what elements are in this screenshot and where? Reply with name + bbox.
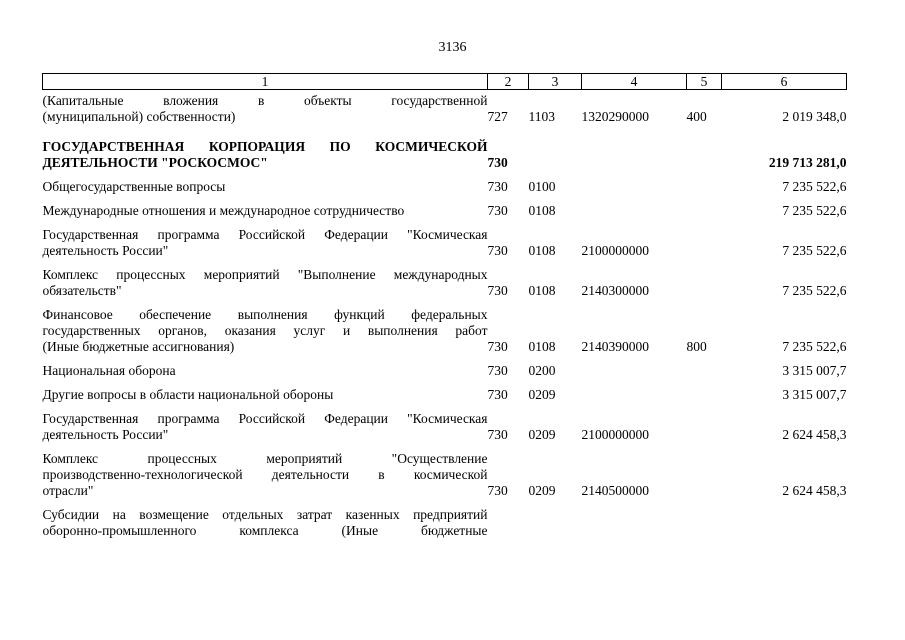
row-gr: 730 [487, 179, 508, 194]
row-name [43, 355, 488, 379]
row-name [43, 299, 488, 355]
row-name-line: Общегосударственные вопросы [42, 179, 226, 194]
row-name-line: Другие вопросы в области национальной обороны [42, 387, 334, 402]
row-name-line: Финансовое обеспечение выполнения функций федеральных [42, 307, 488, 322]
header-row [43, 74, 847, 90]
row-vr: 400 [686, 109, 707, 124]
row-rz: 0108 [528, 243, 556, 258]
row-name-line: Субсидии на возмещение отдельных затрат казенных предприятий [42, 507, 488, 522]
header-col-6: 6 [722, 74, 847, 90]
row-name [43, 443, 488, 499]
table-row [43, 499, 847, 539]
header-col-3: 3 [529, 74, 582, 90]
row-name-line: (муниципальной) собственности) [42, 109, 236, 124]
row-rz: 0108 [528, 203, 556, 218]
row-vr: 800 [686, 339, 707, 354]
row-rz: 0209 [528, 483, 556, 498]
row-name [43, 90, 488, 126]
row-gr: 730 [487, 483, 508, 498]
row-rz [529, 499, 582, 539]
row-vr [687, 219, 722, 259]
row-vr [687, 355, 722, 379]
row-vr [687, 499, 722, 539]
row-name-line: Государственная программа Российской Федерации "Космическая [42, 411, 488, 426]
row-gr [488, 499, 529, 539]
row-sum: 3 315 007,7 [782, 387, 847, 402]
table-row [43, 355, 847, 379]
row-cs [582, 355, 687, 379]
table-row [43, 219, 847, 259]
row-gr: 727 [487, 109, 508, 124]
row-name-line: Комплекс процессных мероприятий "Выполнение международных [42, 267, 488, 282]
header-col-1: 1 [43, 74, 488, 90]
table-row [43, 195, 847, 219]
row-name [43, 379, 488, 403]
row-name-line: отрасли" [42, 483, 94, 498]
row-gr: 730 [487, 283, 508, 298]
row-vr [687, 125, 722, 171]
table-row [43, 125, 847, 171]
row-sum: 7 235 522,6 [782, 283, 847, 298]
row-name-line: ДЕЯТЕЛЬНОСТИ "РОСКОСМОС" [42, 155, 268, 170]
row-vr [687, 259, 722, 299]
row-sum: 2 019 348,0 [782, 109, 847, 124]
row-sum [722, 499, 847, 539]
row-sum: 7 235 522,6 [782, 339, 847, 354]
row-rz: 0209 [528, 427, 556, 442]
row-cs: 2100000000 [581, 243, 649, 258]
row-name-line: обязательств" [42, 283, 122, 298]
row-name-line: государственных органов, оказания услуг и выполнения работ [42, 323, 488, 338]
row-name [43, 403, 488, 443]
row-rz: 0100 [528, 179, 556, 194]
row-cs: 2100000000 [581, 427, 649, 442]
row-gr: 730 [487, 243, 508, 258]
row-name-line: (Иные бюджетные ассигнования) [42, 339, 235, 354]
row-name-line: Комплекс процессных мероприятий "Осуществление [42, 451, 488, 466]
row-cs [582, 195, 687, 219]
row-sum: 2 624 458,3 [782, 483, 847, 498]
row-gr: 730 [487, 203, 508, 218]
row-name [43, 219, 488, 259]
row-rz [529, 125, 582, 171]
row-name-line: (Капитальные вложения в объекты государственной [42, 93, 488, 108]
row-cs [582, 379, 687, 403]
row-sum: 7 235 522,6 [782, 243, 847, 258]
header-col-2: 2 [488, 74, 529, 90]
row-vr [687, 443, 722, 499]
row-rz: 0200 [528, 363, 556, 378]
table-row [43, 259, 847, 299]
row-cs [582, 499, 687, 539]
row-vr [687, 403, 722, 443]
row-sum: 7 235 522,6 [782, 203, 847, 218]
row-name [43, 195, 488, 219]
table-row [43, 171, 847, 195]
table-row [43, 443, 847, 499]
row-name [43, 125, 488, 171]
table-row [43, 90, 847, 126]
row-sum: 7 235 522,6 [782, 179, 847, 194]
row-rz: 0108 [528, 283, 556, 298]
row-vr [687, 171, 722, 195]
table-row [43, 299, 847, 355]
row-name-line: производственно-технологической деятельности в космической [42, 467, 488, 482]
row-vr [687, 195, 722, 219]
row-sum: 3 315 007,7 [782, 363, 847, 378]
row-sum: 219 713 281,0 [768, 155, 847, 170]
row-name-line: Национальная оборона [42, 363, 176, 378]
row-name [43, 259, 488, 299]
header-col-4: 4 [582, 74, 687, 90]
row-name-line: оборонно-промышленного комплекса (Иные бюджетные [42, 523, 488, 538]
table-row [43, 379, 847, 403]
row-gr: 730 [487, 339, 508, 354]
table-body [43, 90, 847, 540]
row-name-line: Международные отношения и международное сотрудничество [42, 203, 405, 218]
row-name-line: деятельность России" [42, 427, 169, 442]
row-gr: 730 [487, 363, 508, 378]
row-cs: 2140300000 [581, 283, 649, 298]
row-cs [582, 125, 687, 171]
table-row [43, 403, 847, 443]
row-rz: 0108 [528, 339, 556, 354]
budget-table [42, 73, 847, 539]
row-sum: 2 624 458,3 [782, 427, 847, 442]
row-gr: 730 [487, 427, 508, 442]
row-name [43, 171, 488, 195]
row-rz: 1103 [528, 109, 555, 124]
row-cs [582, 171, 687, 195]
row-name-line: ГОСУДАРСТВЕННАЯ КОРПОРАЦИЯ ПО КОСМИЧЕСКОЙ [42, 139, 488, 154]
row-vr [687, 379, 722, 403]
header-col-5: 5 [687, 74, 722, 90]
row-gr: 730 [487, 155, 508, 170]
page-number: 3136 [438, 40, 467, 55]
row-name-line: деятельность России" [42, 243, 169, 258]
table-header [43, 74, 847, 90]
row-cs: 2140500000 [581, 483, 649, 498]
row-name-line: Государственная программа Российской Федерации "Космическая [42, 227, 488, 242]
row-gr: 730 [487, 387, 508, 402]
row-cs: 1320290000 [581, 109, 649, 124]
row-cs: 2140390000 [581, 339, 649, 354]
row-name [43, 499, 488, 539]
row-rz: 0209 [528, 387, 556, 402]
